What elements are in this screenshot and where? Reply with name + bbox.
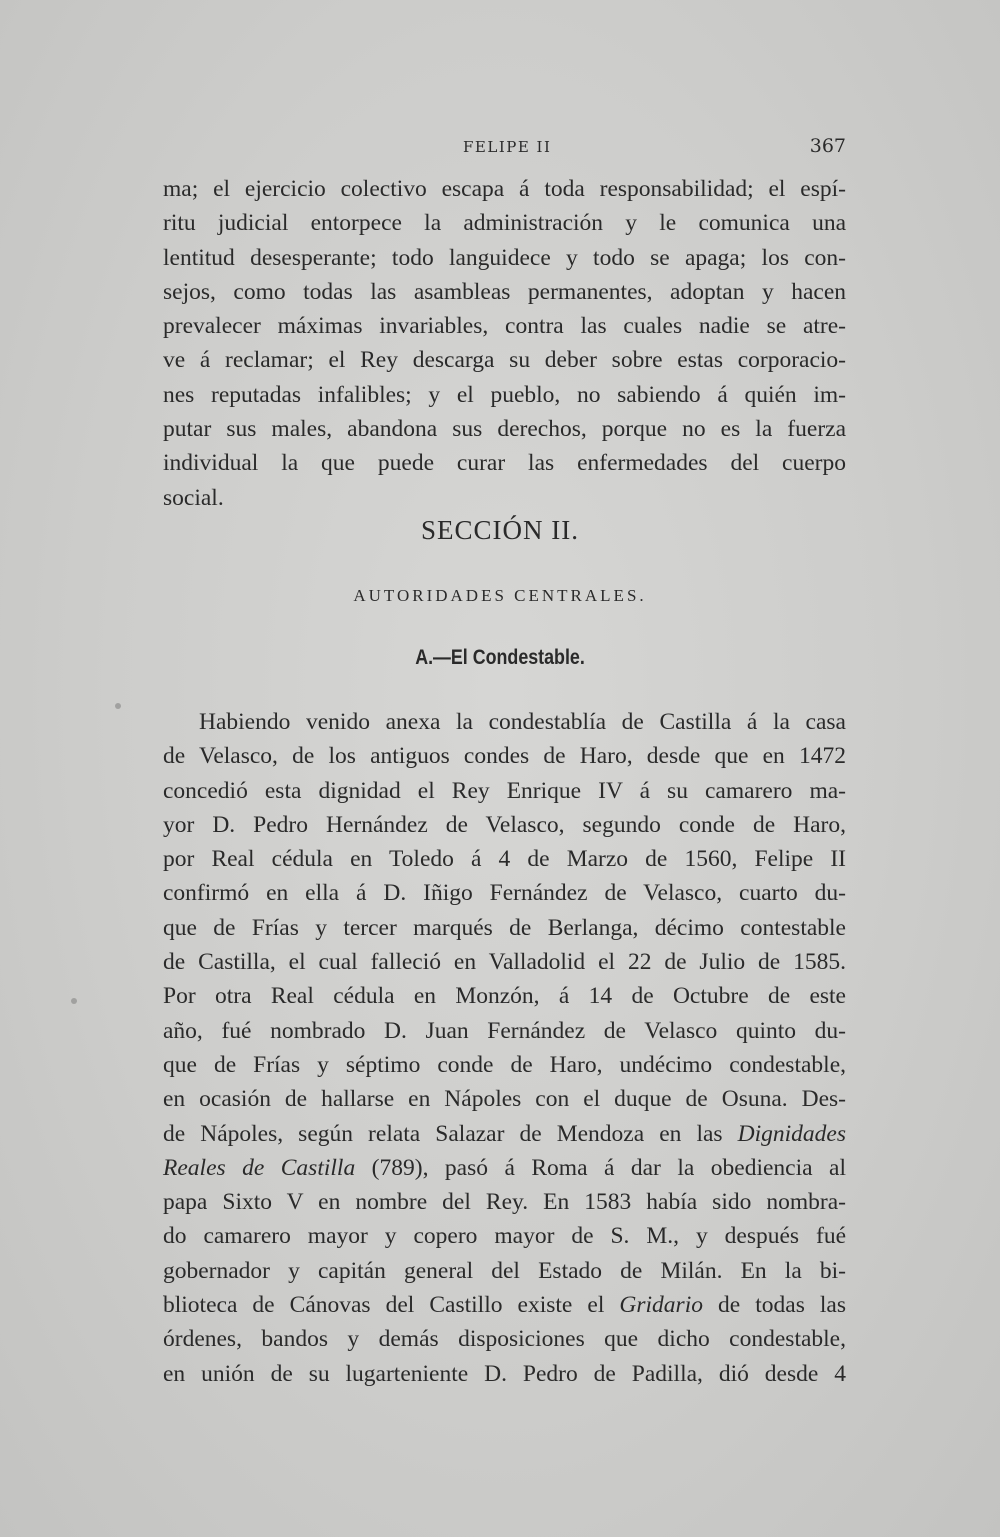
text-line: Por otra Real cédula en Monzón, á 14 de Octubre de este (163, 983, 846, 1010)
italic-title: Reales de Castilla (163, 1154, 356, 1181)
text-line: sejos, como todas las asambleas permanentes, adoptan y hacen (163, 278, 846, 305)
text-run: de Nápoles, según relata Salazar de Mendoza en las (163, 1120, 738, 1147)
section-title: SECCIÓN II. (421, 515, 579, 545)
text-line: órdenes, bandos y demás disposiciones que dicho condestable, (163, 1326, 846, 1353)
text-line: que de Frías y tercer marqués de Berlanga, décimo contestable (163, 914, 846, 941)
text-line: concedió esta dignidad el Rey Enrique IV á su camarero ma- (163, 777, 846, 804)
text-line: papa Sixto V en nombre del Rey. En 1583 había sido nombra- (163, 1189, 846, 1216)
text-line: lentitud desesperante; todo languidece y todo se apaga; los con- (163, 244, 846, 271)
text-line: social. (163, 484, 224, 511)
text-line: año, fué nombrado D. Juan Fernández de Velasco quinto du- (163, 1017, 846, 1044)
text-line: en unión de su lugarteniente D. Pedro de Padilla, dió desde 4 (163, 1360, 846, 1387)
text-line: ritu judicial entorpece la administración y le comunica una (163, 210, 846, 237)
text-run: (789), pasó á Roma á dar la obediencia al (355, 1154, 846, 1181)
italic-title: Gridario (619, 1292, 703, 1319)
text-line (163, 1151, 846, 1185)
text-line: ma; el ejercicio colectivo escapa á toda responsabilidad; el espí- (163, 176, 846, 202)
ink-speck (71, 998, 77, 1004)
text-run: de todas las (702, 1292, 847, 1319)
subsection-title: AUTORIDADES CENTRALES. (353, 586, 647, 605)
ink-speck (115, 703, 121, 709)
text-line: ve á reclamar; el Rey descarga su deber sobre estas corporacio- (163, 347, 846, 374)
text-line: putar sus males, abandona sus derechos, porque no es la fuerza (163, 416, 846, 443)
text-line: yor D. Pedro Hernández de Velasco, segundo conde de Haro, (163, 811, 846, 838)
text-line: por Real cédula en Toledo á 4 de Marzo de 1560, Felipe II (163, 846, 846, 873)
page-number: 367 (809, 135, 846, 157)
running-head-title: FELIPE II (463, 138, 552, 156)
paragraph-1 (163, 172, 846, 515)
text-line: que de Frías y séptimo conde de Haro, undécimo condestable, (163, 1051, 846, 1078)
text-line: de Velasco, de los antiguos condes de Haro, desde que en 1472 (163, 743, 846, 770)
text-line (163, 1288, 846, 1322)
text-line: nes reputadas infalibles; y el pueblo, no sabiendo á quién im- (163, 381, 846, 408)
text-line: de Castilla, el cual falleció en Valladolid el 22 de Julio de 1585. (163, 949, 846, 976)
text-line (163, 1117, 846, 1151)
heading-condestable: A.—El Condestable. (415, 646, 585, 669)
text-line: prevalecer máximas invariables, contra las cuales nadie se atre- (163, 313, 846, 340)
paragraph-2 (163, 705, 846, 1391)
text-line: individual la que puede curar las enfermedades del cuerpo (163, 450, 846, 477)
text-line: do camarero mayor y copero mayor de S. M., y después fué (163, 1223, 846, 1250)
italic-title: Dignidades (737, 1120, 846, 1147)
text-line: en ocasión de hallarse en Nápoles con el duque de Osuna. Des- (163, 1086, 846, 1113)
text-line: gobernador y capitán general del Estado de Milán. En la bi- (163, 1257, 846, 1284)
text-line: Habiendo venido anexa la condestablía de Castilla á la casa (199, 709, 846, 735)
text-run: blioteca de Cánovas del Castillo existe el (163, 1292, 620, 1319)
text-line: confirmó en ella á D. Iñigo Fernández de Velasco, cuarto du- (163, 880, 846, 907)
